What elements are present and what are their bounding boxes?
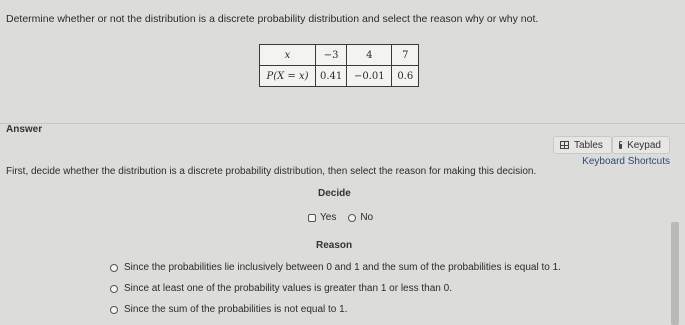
table-header-probability: P(X = x) xyxy=(260,66,316,87)
answer-label: Answer xyxy=(6,124,43,135)
probability-table xyxy=(259,44,419,87)
reason-option-1[interactable] xyxy=(110,262,561,273)
table-cell: 7 xyxy=(392,45,419,66)
table-cell: −3 xyxy=(316,45,347,66)
no-label[interactable]: No xyxy=(360,212,374,223)
keypad-icon xyxy=(619,141,622,149)
table-icon xyxy=(560,141,569,149)
keyboard-shortcuts-link[interactable]: Keyboard Shortcuts xyxy=(582,156,670,167)
table-header-x: x xyxy=(260,45,316,66)
table-row xyxy=(260,45,419,66)
table-cell: 0.6 xyxy=(392,66,419,87)
question-text: Determine whether or not the distribution is a discrete probability distribution and select the reason why or why not. xyxy=(6,13,539,25)
table-row xyxy=(260,66,419,87)
keypad-button[interactable] xyxy=(612,136,670,154)
reason-title: Reason xyxy=(316,240,353,251)
table-cell: 4 xyxy=(347,45,392,66)
reason-radio-2[interactable] xyxy=(110,285,118,293)
tables-button[interactable] xyxy=(553,136,612,154)
yes-label[interactable]: Yes xyxy=(320,212,337,223)
keypad-button-label: Keypad xyxy=(627,139,661,151)
no-radio[interactable] xyxy=(348,214,356,222)
yes-checkbox[interactable] xyxy=(308,214,316,222)
table-cell: −0.01 xyxy=(347,66,392,87)
reason-option-label[interactable]: Since the probabilities lie inclusively between 0 and 1 and the sum of the probabilities is equal to 1. xyxy=(124,262,561,273)
tables-button-label: Tables xyxy=(574,139,603,151)
decide-options xyxy=(308,212,373,223)
reason-radio-1[interactable] xyxy=(110,264,118,272)
section-divider xyxy=(0,123,685,124)
instruction-text: First, decide whether the distribution is a discrete probability distribution, then select the reason for making this decision. xyxy=(6,166,537,177)
reason-option-label[interactable]: Since the sum of the probabilities is not equal to 1. xyxy=(124,304,348,315)
scrollbar[interactable] xyxy=(671,222,679,325)
decide-title: Decide xyxy=(318,188,351,199)
reason-option-3[interactable] xyxy=(110,304,347,315)
reason-option-2[interactable] xyxy=(110,283,452,294)
reason-radio-3[interactable] xyxy=(110,306,118,314)
reason-option-label[interactable]: Since at least one of the probability values is greater than 1 or less than 0. xyxy=(124,283,452,294)
table-cell: 0.41 xyxy=(316,66,347,87)
